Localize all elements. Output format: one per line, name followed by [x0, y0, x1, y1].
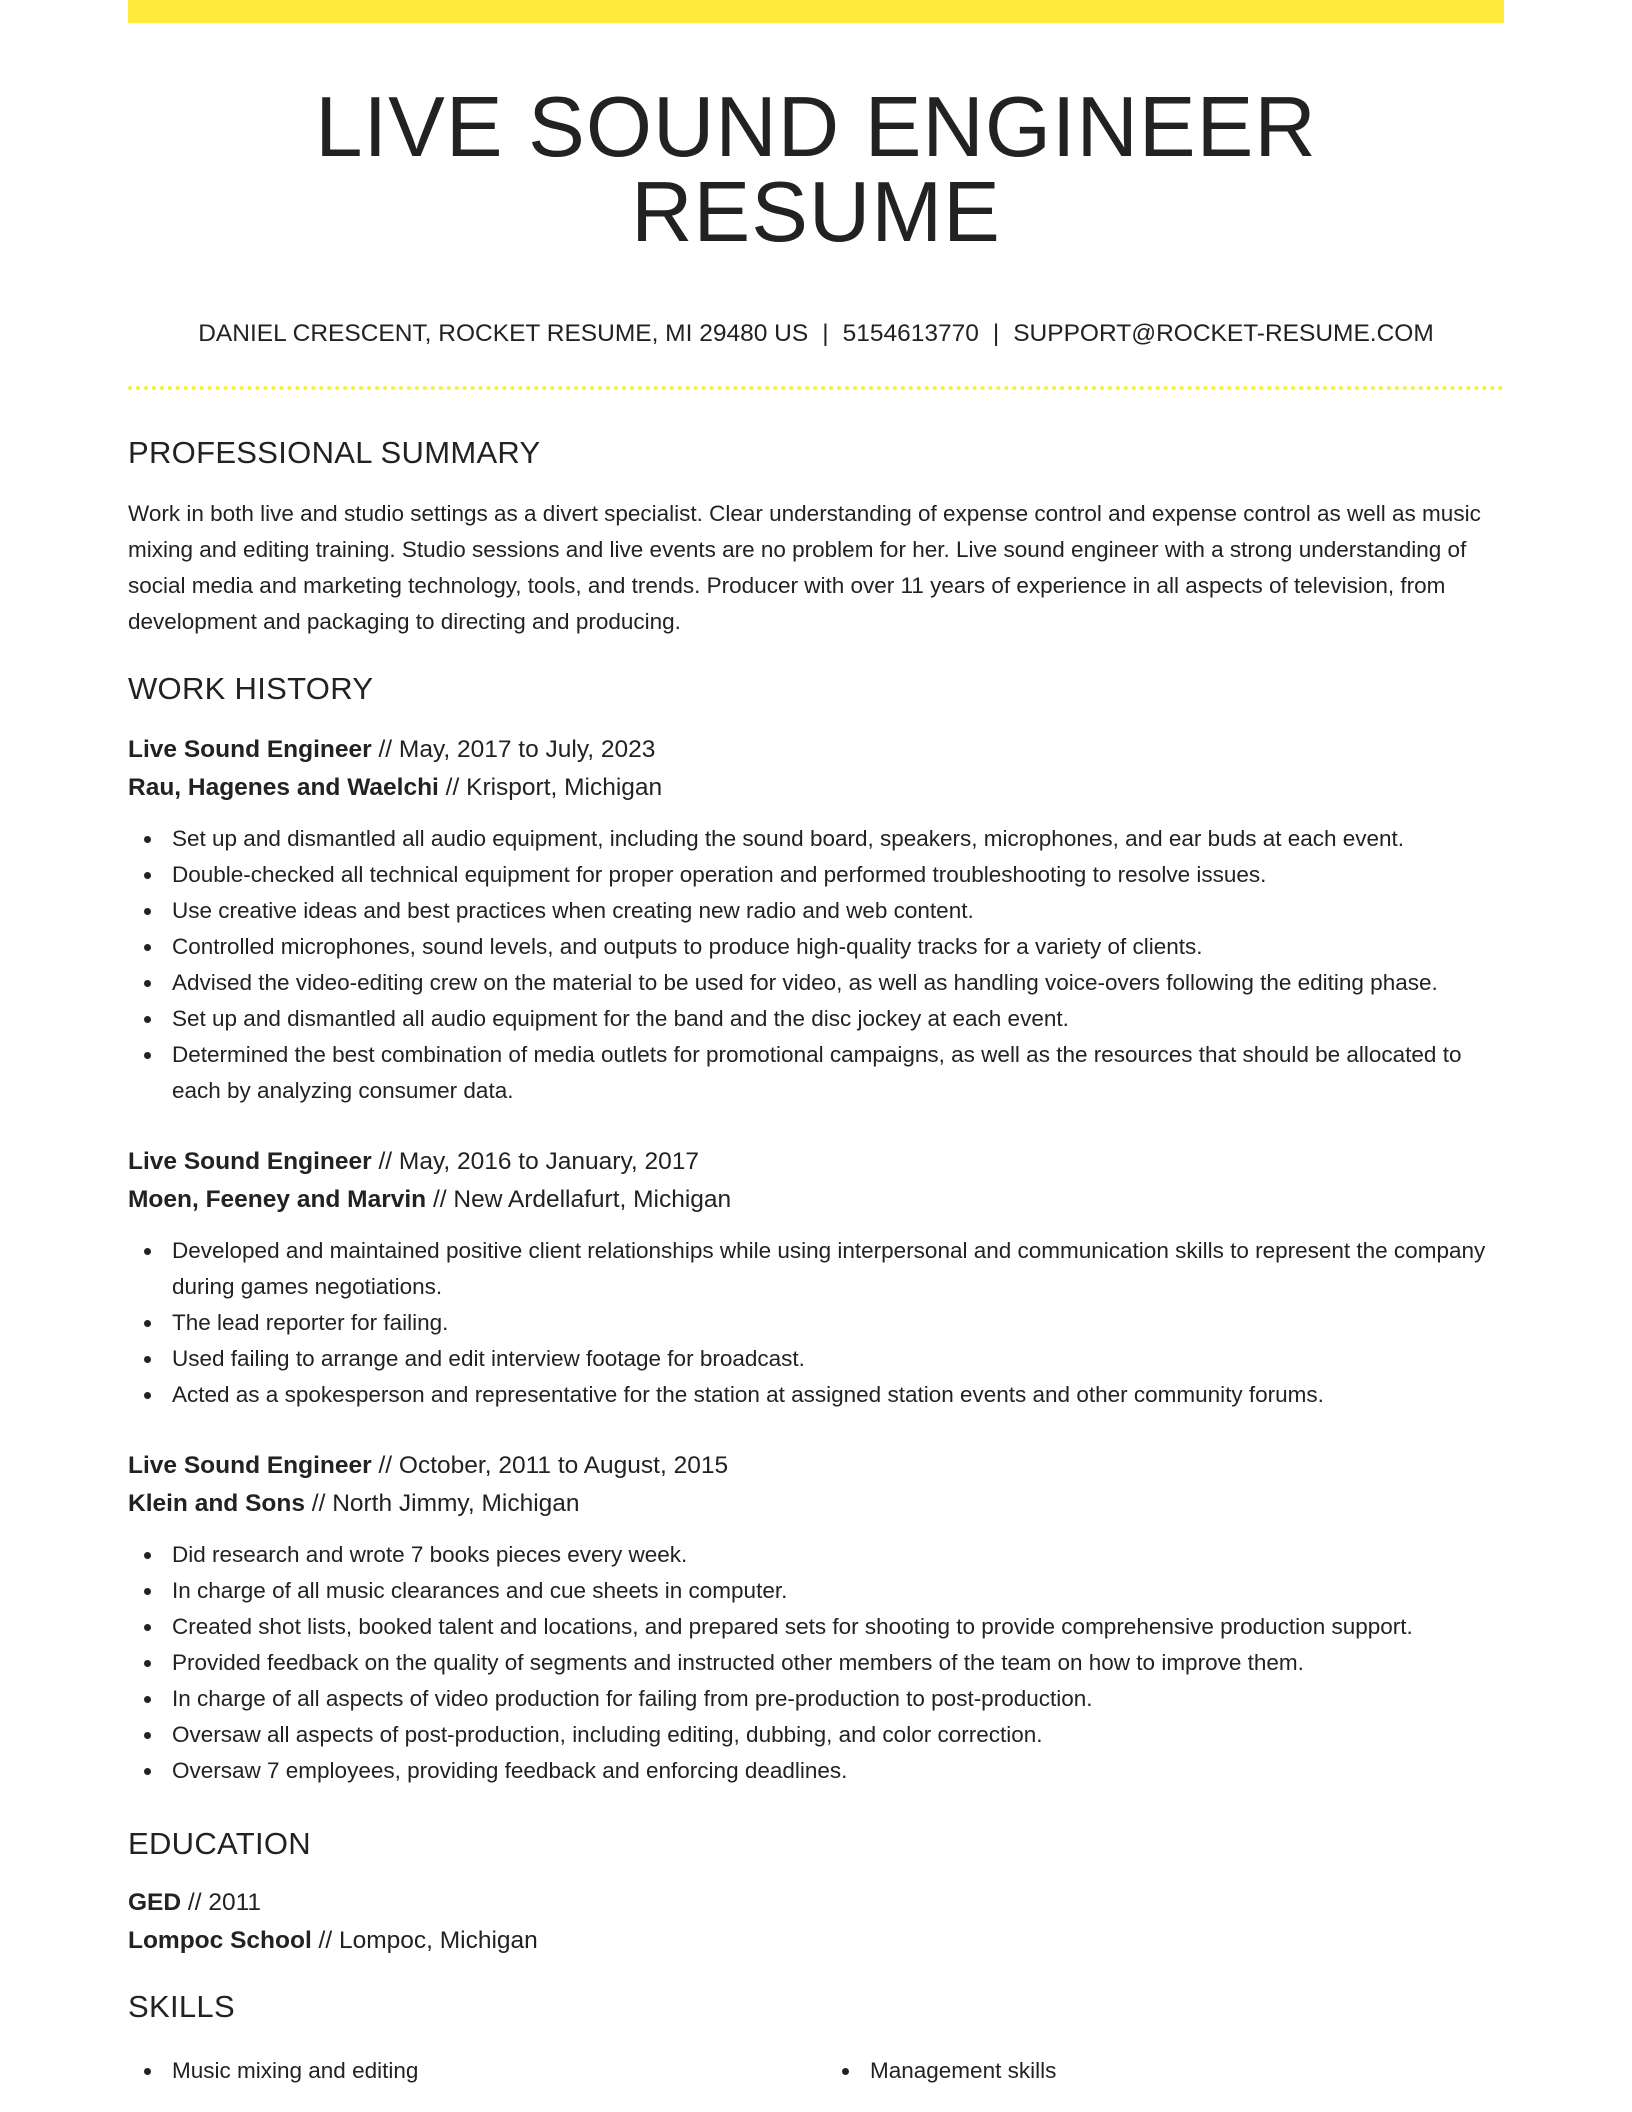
job-title-line [128, 1447, 1504, 1485]
job-company: Klein and Sons [128, 1489, 305, 1517]
education-degree-line [128, 1884, 1504, 1922]
job-bullet: Oversaw 7 employees, providing feedback and enforcing deadlines. [128, 1753, 1504, 1789]
job-entry [128, 731, 1504, 1109]
education-location: // Lompoc, Michigan [311, 1926, 538, 1954]
education-entry [128, 1884, 1504, 1960]
job-title-line [128, 1143, 1504, 1181]
summary-text: Work in both live and studio settings as a divert specialist. Clear understanding of expense control and expense control as well as music mixing and editing training. Studio sessions and live events are no problem for her. Live sound engineer with a strong understanding of social media and marketing technology, tools, and trends. Producer with over 11 years of experience in all aspects of television, from development and packaging to directing and producing. [128, 500, 1481, 634]
job-title: Live Sound Engineer [128, 1147, 372, 1175]
education-heading: EDUCATION [128, 1825, 311, 1861]
job-bullet: Controlled microphones, sound levels, and outputs to produce high-quality tracks for a variety of clients. [128, 929, 1504, 965]
job-bullet: Double-checked all technical equipment for proper operation and performed troubleshooting to resolve issues. [128, 857, 1504, 893]
skill-item: Music mixing and editing [128, 2053, 806, 2089]
job-entry [128, 1447, 1504, 1789]
contact-address: DANIEL CRESCENT, ROCKET RESUME, MI 29480 US [198, 320, 809, 347]
contact-phone: 5154613770 [842, 320, 979, 347]
summary-heading: PROFESSIONAL SUMMARY [128, 435, 541, 471]
job-bullet: Determined the best combination of media outlets for promotional campaigns, as well as the resources that should be allocated to each by analyzing consumer data. [128, 1037, 1504, 1109]
job-bullet: In charge of all music clearances and cue sheets in computer. [128, 1573, 1504, 1609]
job-company-line [128, 769, 1504, 807]
education-degree: GED [128, 1888, 182, 1916]
education-school-line [128, 1922, 1504, 1960]
contact-separator: | [822, 320, 829, 347]
education-school: Lompoc School [128, 1926, 312, 1954]
job-company-line [128, 1181, 1504, 1219]
contact-email: SUPPORT@ROCKET-RESUME.COM [1013, 320, 1434, 347]
job-bullet: Set up and dismantled all audio equipment for the band and the disc jockey at each event. [128, 1001, 1504, 1037]
job-company: Moen, Feeney and Marvin [128, 1185, 427, 1213]
job-bullet: Set up and dismantled all audio equipment, including the sound board, speakers, microphones, and ear buds at each event. [128, 821, 1504, 857]
work-history-heading: WORK HISTORY [128, 670, 374, 706]
job-entry [128, 1143, 1504, 1413]
accent-top-bar [128, 0, 1504, 23]
job-location: // New Ardellafurt, Michigan [426, 1185, 732, 1213]
job-company-line [128, 1485, 1504, 1523]
job-bullet: Oversaw all aspects of post-production, including editing, dubbing, and color correction. [128, 1717, 1504, 1753]
job-bullet: Created shot lists, booked talent and locations, and prepared sets for shooting to provide comprehensive production support. [128, 1609, 1504, 1645]
contact-line [128, 319, 1504, 348]
job-bullet: Advised the video-editing crew on the material to be used for video, as well as handling voice-overs following the editing phase. [128, 965, 1504, 1001]
job-title-line [128, 731, 1504, 769]
education-year: // 2011 [181, 1888, 262, 1916]
job-dates: // May, 2017 to July, 2023 [371, 735, 656, 763]
job-company: Rau, Hagenes and Waelchi [128, 773, 439, 801]
job-bullets [128, 1537, 1504, 1789]
dotted-divider [128, 386, 1504, 390]
job-bullet: Acted as a spokesperson and representative for the station at assigned station events and other community forums. [128, 1377, 1504, 1413]
skills-heading: SKILLS [128, 1988, 235, 2024]
skills-list [128, 2053, 1504, 2089]
job-bullets [128, 821, 1504, 1109]
job-bullet: The lead reporter for failing. [128, 1305, 1504, 1341]
job-bullet: Developed and maintained positive client relationships while using interpersonal and communication skills to represent the company during games negotiations. [128, 1233, 1504, 1305]
skill-item: Management skills [826, 2053, 1504, 2089]
job-dates: // October, 2011 to August, 2015 [371, 1451, 729, 1479]
resume-page [128, 0, 1504, 2089]
job-bullet: Used failing to arrange and edit interview footage for broadcast. [128, 1341, 1504, 1377]
job-location: // North Jimmy, Michigan [304, 1489, 580, 1517]
job-bullet: In charge of all aspects of video production for failing from pre-production to post-production. [128, 1681, 1504, 1717]
job-bullet: Provided feedback on the quality of segments and instructed other members of the team on how to improve them. [128, 1645, 1504, 1681]
job-bullet: Use creative ideas and best practices when creating new radio and web content. [128, 893, 1504, 929]
job-dates: // May, 2016 to January, 2017 [371, 1147, 700, 1175]
document-title: LIVE SOUND ENGINEER RESUME [315, 80, 1317, 260]
contact-separator: | [992, 320, 1000, 347]
job-bullets [128, 1233, 1504, 1413]
job-title: Live Sound Engineer [128, 1451, 372, 1479]
job-location: // Krisport, Michigan [438, 773, 663, 801]
job-bullet: Did research and wrote 7 books pieces every week. [128, 1537, 1504, 1573]
job-title: Live Sound Engineer [128, 735, 372, 763]
